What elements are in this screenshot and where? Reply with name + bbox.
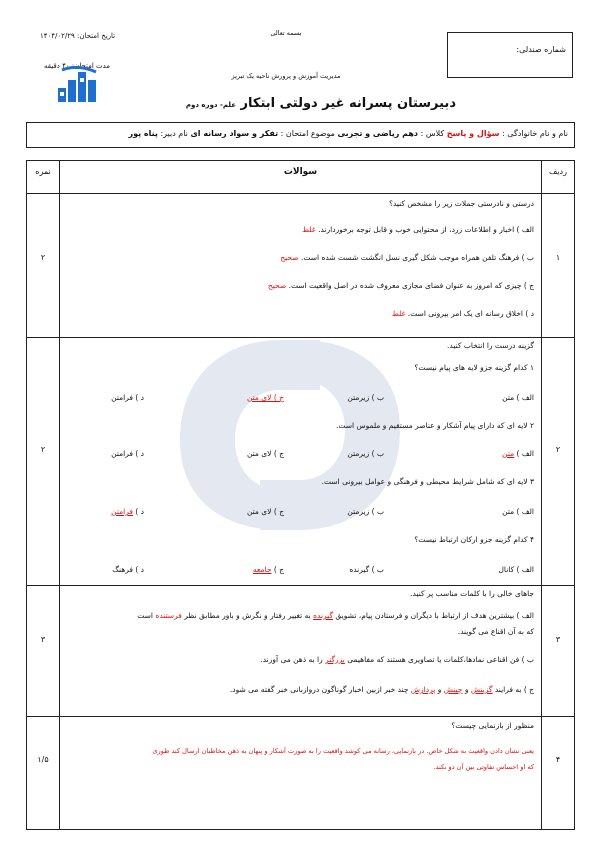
- blank-answer: پردازش: [410, 685, 436, 694]
- question-4: [64, 721, 534, 821]
- answer-line-2: که او احساس تفاوتی بین آن دو نکند.: [433, 763, 534, 771]
- statement-c: ج ) چیزی که امروز به عنوان فضای مجازی معروف شده در اصل واقعیت است. صحیح: [267, 281, 534, 290]
- question-score: ۳: [40, 635, 46, 644]
- exam-date: تاریخ امتحان: ۱۴۰۴/۰۲/۲۹: [40, 32, 116, 40]
- option-d: د ) فرامتن: [111, 393, 144, 402]
- option-a-correct: الف ) متن: [502, 449, 534, 458]
- question-score: ۲: [40, 253, 46, 262]
- exam-duration: مدت امتحان: ۴۰ دقیقه: [44, 62, 111, 70]
- question-title: گزینه درست را انتخاب کنید.: [447, 341, 534, 350]
- option-b: ب ) زیرمتن: [347, 449, 384, 458]
- subject-value: تفکر و سواد رسانه ای: [190, 129, 279, 138]
- sub-question-2: ۲ لایه ای که دارای پیام آشکار و عناصر مستقیم و ملموس است.: [335, 421, 534, 430]
- student-info-bar: [26, 122, 575, 148]
- school-logo-icon: [56, 66, 100, 106]
- blank-a-continued: که به آن اقناع می گویند.: [457, 627, 534, 636]
- option-d-correct: د ) فرامتن: [111, 507, 144, 516]
- question-number: ۲: [555, 445, 561, 454]
- school-title: [185, 96, 456, 111]
- blank-b: ب ) فن اقناعی نمادها،کلمات یا تصاویری هستند که مفاهیمی بزرگتر را به ذهن می آورند.: [260, 655, 534, 664]
- question-title: منظور از بازنمایی چیست؟: [451, 721, 534, 730]
- option-c: ج ) لای متن: [246, 449, 284, 458]
- question-title: درستی و نادرستی جملات زیر را مشخص کنید؟: [388, 199, 534, 208]
- option-a: الف ) متن: [502, 393, 534, 402]
- school-name: دبیرستان پسرانه غیر دولتی ابتکار: [240, 96, 456, 111]
- sub-question-3: ۳ لایه ای که شامل شرایط محیطی و فرهنگی و عوامل بیرونی است.: [321, 477, 534, 486]
- class-value: دهم ریاضی و تجربی: [337, 129, 419, 138]
- sub-question-1: ۱ کدام گزینه جزو لایه های پیام نیست؟: [414, 363, 534, 372]
- question-table: [26, 160, 575, 830]
- statement-a: الف ) اخبار و اطلاعات زرد، از محتوایی خوب و قابل توجه برخوردارند. غلط: [302, 225, 534, 234]
- seat-number-box: [447, 32, 573, 78]
- option-b: ب ) زیرمتن: [347, 393, 384, 402]
- blank-a: الف ) بیشترین هدف از ارتباط با دیگران و فرستادن پیام، تشویق گیرنده به تغییر رفتار و نگرش و باور مطابق نظر فرستنده است: [137, 611, 534, 620]
- question-score: ۲: [40, 445, 46, 454]
- question-3: [64, 589, 534, 713]
- question-2: [64, 341, 534, 581]
- answer-key-label: سؤال و پاسخ: [446, 129, 500, 138]
- sub-question-4: ۴ کدام گزینه جزو ارکان ارتباط نیست؟: [414, 535, 534, 544]
- student-name-label: نام و نام خانوادگی :: [502, 129, 568, 138]
- class-label: کلاس :: [420, 129, 445, 138]
- statement-b: ب ) فرهنگ تلفن همراه موجب شکل گیری نسل انگشت شست شده است. صحیح: [280, 253, 534, 262]
- options-row-3: [64, 507, 534, 519]
- option-a: الف ) متن: [502, 507, 534, 516]
- question-score: ۱/۵: [37, 755, 49, 764]
- question-1: [64, 199, 534, 333]
- statement-d: د ) اخلاق رسانه ای یک امر بیرونی است. غلط: [391, 309, 534, 318]
- answer-line-1: یعنی نشان دادن واقعیت به شکل خاص. در بازنمایی، رسانه می کوشد واقعیت را به صورت آشکار و پنهان به ذهن مخاطبان ارسال کند طوری: [152, 747, 534, 755]
- question-title: جاهای خالی را با کلمات مناسب پر کنید.: [410, 589, 534, 598]
- option-c-correct: ج ) لای متن: [246, 393, 284, 402]
- teacher-value: پناه پور: [128, 129, 158, 138]
- answer-b: صحیح: [280, 253, 299, 262]
- teacher-label: نام دبیر:: [160, 129, 188, 138]
- option-d: د ) فرهنگ: [112, 565, 144, 574]
- options-row-2: [64, 449, 534, 461]
- education-department: مدیریت آموزش و پرورش ناحیه یک تبریز: [231, 72, 341, 80]
- blank-answer: بزرگتر: [325, 655, 345, 664]
- option-b: ب ) گیرنده: [349, 565, 384, 574]
- bismillah: بسمه تعالی: [270, 29, 302, 37]
- answer-c: صحیح: [267, 281, 287, 290]
- option-c-correct: ج ) جامعه: [252, 565, 284, 574]
- school-subtitle: علم- دوره دوم: [185, 101, 236, 109]
- header-score: نمره: [35, 167, 51, 176]
- options-row-4: [64, 565, 534, 577]
- question-number: ۳: [555, 635, 561, 644]
- answer-d: غلط: [391, 309, 406, 318]
- blank-answer: فرستنده: [155, 611, 182, 620]
- blank-answer: گزینش: [470, 685, 493, 694]
- option-a: الف ) کانال: [498, 565, 534, 574]
- question-number: ۴: [555, 755, 561, 764]
- exam-header: [26, 20, 575, 120]
- header-questions: سوالات: [283, 167, 318, 177]
- answer-a: غلط: [302, 225, 316, 234]
- blank-answer: گیرنده: [313, 611, 334, 620]
- option-c: ج ) لای متن: [246, 507, 284, 516]
- seat-number-label: شماره صندلی:: [516, 45, 566, 54]
- blank-answer: چینش: [443, 685, 463, 694]
- options-row-1: [64, 393, 534, 405]
- option-d: د ) فرامتن: [111, 449, 144, 458]
- header-row-number: ردیف: [549, 167, 567, 176]
- blank-c: ج ) به فرایند گزینش و چینش و پردازش چند خبر ازبین اخبار گوناگون دروازبانی خبر گفته می شود.: [229, 685, 534, 694]
- subject-label: موضوع امتحان :: [280, 129, 335, 138]
- question-number: ۱: [555, 253, 561, 262]
- option-b: ب ) زیرمتن: [347, 507, 384, 516]
